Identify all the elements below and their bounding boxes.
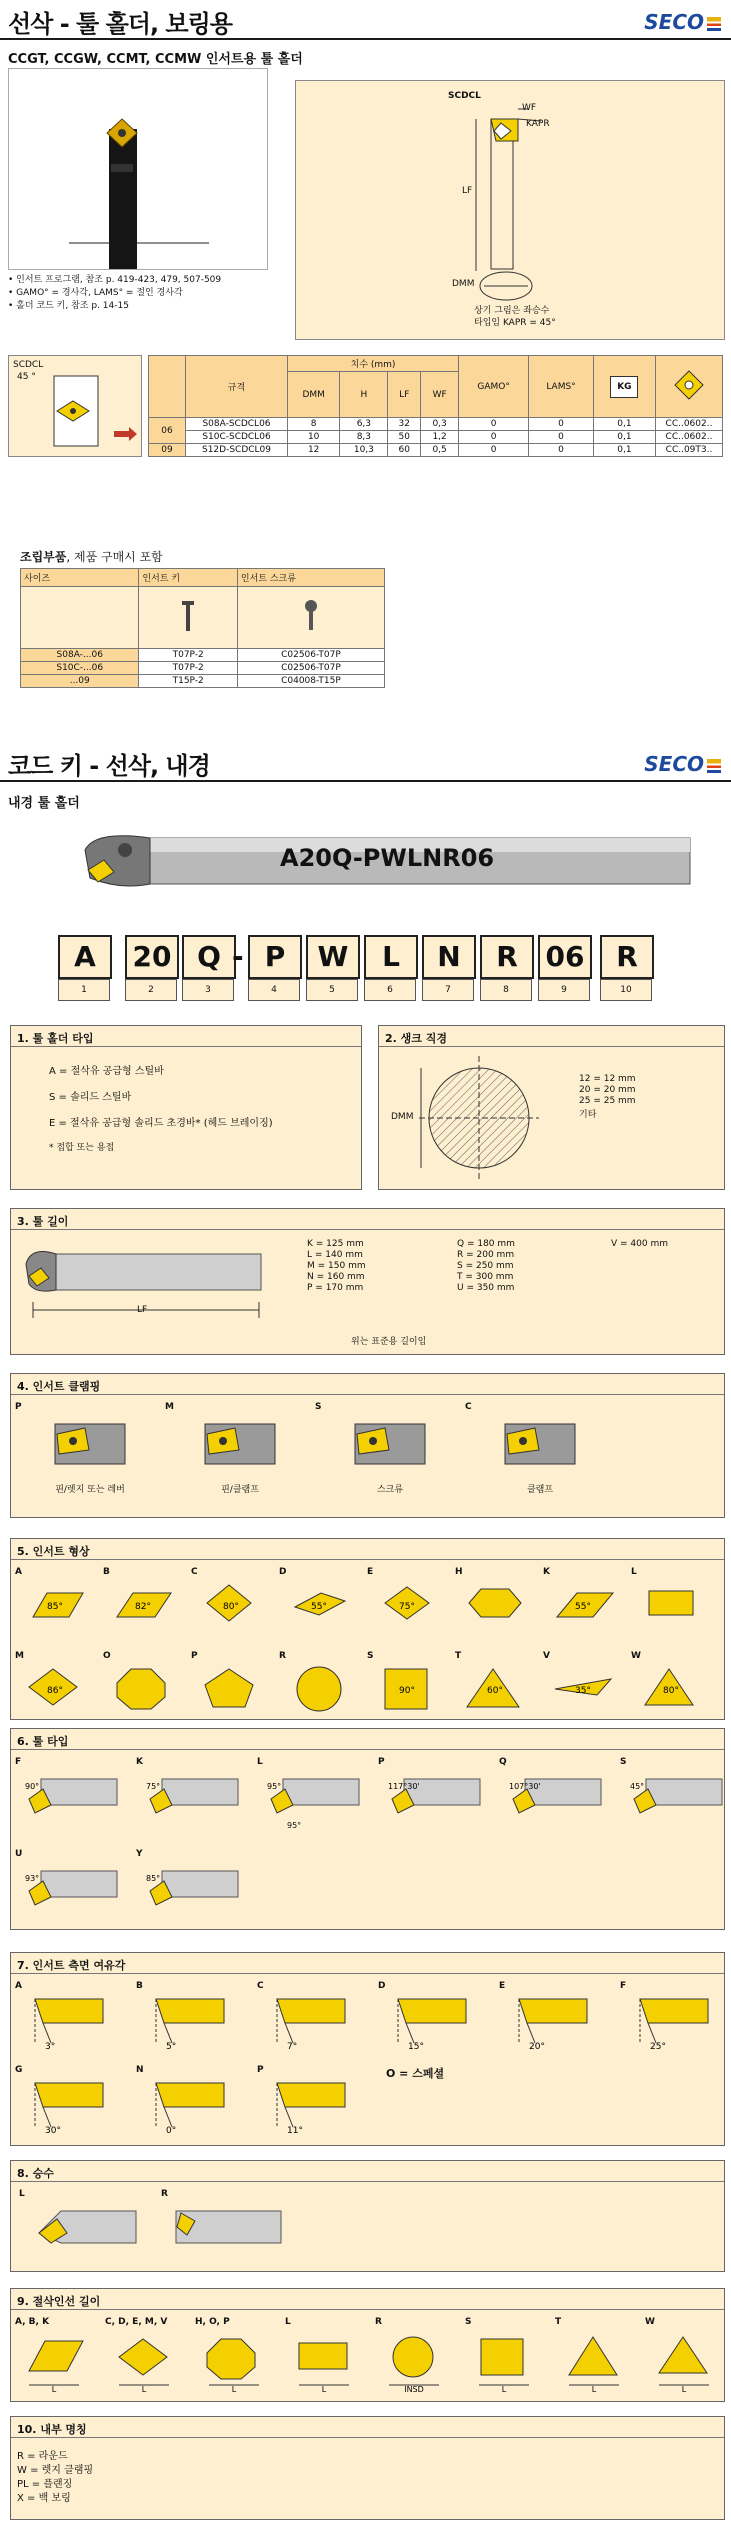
edge-measure-1: L [141, 2385, 147, 2393]
shape-angle-V: 35° [575, 1686, 591, 1696]
clearance-N-drawing [150, 2075, 230, 2135]
code-position-11: 10 [600, 979, 652, 1001]
page-title-2: 코드 키 - 선삭, 내경 [8, 752, 210, 780]
shape-key-W: W [631, 1651, 641, 1661]
insert-shape-L-icon [639, 1579, 703, 1631]
shape-key-S: S [367, 1651, 374, 1661]
clearance-key-E: E [499, 1981, 506, 1991]
s2-line-20: 20 = 20 mm [579, 1085, 636, 1095]
small-diagram-name: SCDCL [13, 360, 44, 370]
spec-table-wrapper [148, 355, 723, 457]
page-header-1 [0, 0, 731, 40]
code-position-2: 2 [125, 979, 177, 1001]
diagram-name: SCDCL [448, 91, 481, 101]
insert-shape-T-icon [463, 1663, 527, 1715]
clamp-drawing-M [195, 1414, 285, 1474]
tooltype-F-drawing [21, 1769, 121, 1829]
clearance-D-drawing [392, 1991, 472, 2051]
section-6-title: 6. 툴 타입 [17, 1735, 69, 1748]
bullet-1: • 인서트 프로그램, 참조 p. 419-423, 479, 507-509 [8, 275, 222, 285]
code-letter-3: Q [182, 935, 236, 979]
insert-shape-O-icon [111, 1663, 175, 1715]
bullet-list [8, 272, 221, 311]
edge-measure-5: L [501, 2385, 507, 2393]
left-hand-drawing [31, 2203, 141, 2253]
clearance-angle-B: 5° [166, 2042, 177, 2051]
edge-shape-2-icon [201, 2331, 271, 2393]
clamp-key-C: C [465, 1402, 472, 1412]
insert-shape-D-icon [287, 1579, 351, 1631]
small-holder-drawing [9, 356, 141, 456]
shape-key-K: K [543, 1567, 550, 1577]
section-2-shank-diameter [378, 1025, 725, 1190]
clamp-caption-P: 핀/렛지 또는 레버 [55, 1485, 125, 1495]
insert-shape-W-icon [639, 1663, 703, 1715]
clearance-A-drawing [29, 1991, 109, 2051]
clearance-P-drawing [271, 2075, 351, 2135]
section-4-clamping [10, 1373, 725, 1518]
hand-left-label: L [19, 2189, 25, 2199]
table-row: 09 S12D-SCDCL09 12 10,3 60 0,5 0 0 0,1 CC..09T3.. [149, 444, 723, 457]
code-dash: - [232, 940, 244, 973]
table-row: S10C-SCDCL06 10 8,3 50 1,2 0 0 0,1 CC..0602.. [149, 431, 723, 444]
code-position-5: 4 [248, 979, 300, 1001]
tooltype-angle-L: 95° [267, 1782, 282, 1791]
code-position-8: 7 [422, 979, 474, 1001]
code-position-3: 3 [182, 979, 234, 1001]
shape-key-V: V [543, 1651, 550, 1661]
hand-right-label: R [161, 2189, 168, 2199]
table-row: 06 S08A-SCDCL06 8 6,3 32 0,3 0 0 0,1 CC..0602.. [149, 418, 723, 431]
code-position-7: 6 [364, 979, 416, 1001]
section-3-title: 3. 툴 길이 [17, 1215, 69, 1228]
tooltype-angle-Y: 85° [146, 1874, 161, 1883]
tooltype-L-drawing [263, 1769, 363, 1829]
code-letter-9: R [480, 935, 534, 979]
tooltype-key-S: S [620, 1757, 627, 1767]
edge-measure-0: L [51, 2385, 57, 2393]
s2-line-other: 기타 [579, 1110, 597, 1120]
section-9-title: 9. 절삭인선 길이 [17, 2295, 101, 2308]
tooltype-P-drawing [384, 1769, 484, 1829]
insert-shape-K-icon [551, 1579, 615, 1631]
s2-line-25: 25 = 25 mm [579, 1096, 636, 1106]
s3-length-item: M = 150 mm [307, 1261, 366, 1271]
tool-length-drawing [21, 1234, 281, 1334]
insert-shape-B-icon [111, 1579, 175, 1631]
shape-key-O: O [103, 1651, 111, 1661]
col-kg: KG [593, 356, 655, 418]
edge-measure-3: L [321, 2385, 327, 2393]
shape-key-B: B [103, 1567, 110, 1577]
code-position-9: 8 [480, 979, 532, 1001]
s3-length-item: P = 170 mm [307, 1283, 364, 1293]
insert-shape-H-icon [463, 1579, 527, 1631]
shape-key-M: M [15, 1651, 24, 1661]
shape-key-D: D [279, 1567, 287, 1577]
s2-dmm-label: DMM [391, 1112, 414, 1122]
clamp-key-P: P [15, 1402, 22, 1412]
shape-key-P: P [191, 1651, 198, 1661]
col-group-dim: 치수 (mm) [288, 356, 459, 372]
section-7-title: 7. 인서트 측면 여유각 [17, 1959, 126, 1972]
clamp-caption-M: 핀/클램프 [221, 1485, 259, 1495]
edge-measure-7: L [681, 2385, 687, 2393]
tooltype-key-K: K [136, 1757, 143, 1767]
insert-shape-C-icon [199, 1579, 263, 1631]
table-row: S08A-...06 T07P-2 C02506-T07P [21, 649, 385, 662]
shape-key-E: E [367, 1567, 374, 1577]
clamp-key-M: M [165, 1402, 174, 1412]
tooltype-angle-F: 90° [25, 1782, 40, 1791]
clearance-angle-C: 7° [287, 2042, 298, 2051]
code-position-1: 1 [58, 979, 110, 1001]
col-lams: LAMS° [529, 356, 594, 418]
tooltype-angle-P: 117°30' [388, 1782, 420, 1791]
edge-measure-2: L [231, 2385, 237, 2393]
insert-shape-R-icon [287, 1663, 351, 1715]
clearance-key-A: A [15, 1981, 22, 1991]
insert-shape-V-icon [551, 1663, 615, 1715]
shape-key-H: H [455, 1567, 463, 1577]
code-letter-1: A [58, 935, 112, 979]
tooltype-S-drawing [626, 1769, 726, 1829]
clearance-angle-N: 0° [166, 2126, 177, 2135]
tooltype-angle-K: 75° [146, 1782, 161, 1791]
small-diagram [8, 355, 142, 457]
clearance-B-drawing [150, 1991, 230, 2051]
clearance-angle-F: 25° [650, 2042, 666, 2051]
s3-length-item: L = 140 mm [307, 1250, 363, 1260]
code-letter-2: 20 [125, 935, 179, 979]
tooltype-K-drawing [142, 1769, 242, 1829]
s10-line-pl: PL = 플랜징 [17, 2479, 73, 2490]
spec-table [148, 355, 723, 457]
tooltype-key-L: L [257, 1757, 263, 1767]
clearance-key-D: D [378, 1981, 386, 1991]
edge-shape-4-icon [381, 2331, 451, 2393]
label-lf: LF [462, 186, 473, 196]
clamp-drawing-P [45, 1414, 135, 1474]
code-letter-6: W [306, 935, 360, 979]
bar-label: A20Q-PWLNR06 [280, 844, 495, 872]
edge-shape-6-icon [561, 2331, 631, 2393]
code-position-6: 5 [306, 979, 358, 1001]
insert-shape-M-icon [23, 1663, 87, 1715]
s3-length-item: K = 125 mm [307, 1239, 364, 1249]
clamp-caption-C: 클램프 [526, 1485, 554, 1495]
shape-angle-K: 55° [575, 1602, 591, 1612]
shape-angle-C: 80° [223, 1602, 239, 1612]
edge-key-4: R [375, 2317, 382, 2327]
shape-key-C: C [191, 1567, 198, 1577]
tooltype-angle-U: 93° [25, 1874, 40, 1883]
page-title-1: 선삭 - 툴 홀더, 보링용 [8, 10, 232, 38]
edge-key-2: H, O, P [195, 2317, 230, 2327]
s3-length-item: V = 400 mm [611, 1239, 668, 1249]
insert-shape-E-icon [375, 1579, 439, 1631]
col-h: H [340, 372, 388, 418]
tooltype-key-Y: Y [136, 1849, 143, 1859]
clearance-angle-D: 15° [408, 2042, 424, 2051]
tooltype-Y-drawing [142, 1861, 242, 1921]
shape-key-A: A [15, 1567, 22, 1577]
col-dmm: DMM [288, 372, 340, 418]
clearance-key-P: P [257, 2065, 264, 2075]
table-row: S10C-...06 T07P-2 C02506-T07P [21, 662, 385, 675]
code-letter-5: P [248, 935, 302, 979]
s3-length-item: S = 250 mm [457, 1261, 514, 1271]
edge-key-3: L [285, 2317, 291, 2327]
shape-angle-W: 80° [663, 1686, 679, 1696]
insert-shape-A-icon [23, 1579, 87, 1631]
small-diagram-angle: 45 ° [17, 372, 36, 382]
subtitle-2: 내경 툴 홀더 [8, 796, 80, 811]
label-kapr: KAPR [526, 119, 550, 129]
clearance-angle-E: 20° [529, 2042, 545, 2051]
bullet-2: • GAMO° = 경사각, LAMS° = 절인 경사각 [8, 288, 183, 298]
clearance-angle-G: 30° [45, 2126, 61, 2135]
shape-key-L: L [631, 1567, 637, 1577]
edge-key-7: W [645, 2317, 655, 2327]
s1-line-s: S = 솔리드 스틸바 [49, 1092, 132, 1103]
shape-key-T: T [455, 1651, 462, 1661]
clamp-drawing-S [345, 1414, 435, 1474]
shank-circle-drawing [379, 1026, 724, 1189]
tooltype-extra-angle: 95° [287, 1821, 302, 1830]
clamp-caption-S: 스크류 [376, 1485, 404, 1495]
edge-key-6: T [555, 2317, 562, 2327]
edge-shape-3-icon [291, 2331, 361, 2393]
s3-length-item: Q = 180 mm [457, 1239, 515, 1249]
code-letter-11: R [600, 935, 654, 979]
label-dmm: DMM [452, 279, 475, 289]
parts-table: 사이즈 인서트 키 인서트 스크류 S08A-...06 T07P-2 C02506-T07P S10C-...06 T07P-2 C02506-T07P ...09 T15P-2 C04008-T15P [20, 568, 385, 688]
insert-key-icon [178, 596, 198, 636]
s3-length-item: R = 200 mm [457, 1250, 515, 1260]
section-2-title: 2. 생크 직경 [385, 1032, 447, 1045]
col-wf: WF [421, 372, 459, 418]
edge-measure-4: INSD [404, 2385, 424, 2393]
insert-shape-icon [672, 368, 706, 402]
clearance-key-B: B [136, 1981, 143, 1991]
seco-logo-2: SECO [644, 752, 721, 776]
s3-length-item: N = 160 mm [307, 1272, 365, 1282]
code-letter-10: 06 [538, 935, 592, 979]
tooltype-angle-S: 45° [630, 1782, 645, 1791]
section-6-tool-type [10, 1728, 725, 1930]
clearance-key-C: C [257, 1981, 264, 1991]
product-photo [8, 68, 268, 270]
edge-measure-6: L [591, 2385, 597, 2393]
code-letter-8: N [422, 935, 476, 979]
diagram-caption-1: 상기 그림은 좌승수 [474, 306, 550, 316]
edge-key-1: C, D, E, M, V [105, 2317, 168, 2327]
col-gamo: GAMO° [459, 356, 529, 418]
s10-line-w: W = 렛지 클램핑 [17, 2465, 94, 2476]
table-row: ...09 T15P-2 C04008-T15P [21, 675, 385, 688]
s10-line-r: R = 라운드 [17, 2451, 68, 2462]
section-3-tool-length [10, 1208, 725, 1355]
tooltype-key-F: F [15, 1757, 22, 1767]
s3-length-item: T = 300 mm [457, 1272, 514, 1282]
parts-title: 조립부품, 제품 구매시 포함 [20, 550, 163, 564]
section-5-insert-shape [10, 1538, 725, 1720]
clearance-C-drawing [271, 1991, 351, 2051]
section-9-edge-length [10, 2288, 725, 2402]
clearance-angle-P: 11° [287, 2126, 303, 2135]
section-1-title: 1. 툴 홀더 타입 [17, 1032, 94, 1045]
tooltype-U-drawing [21, 1861, 121, 1921]
clamp-key-S: S [315, 1402, 322, 1412]
edge-shape-5-icon [471, 2331, 541, 2393]
insert-shape-P-icon [199, 1663, 263, 1715]
section-4-title: 4. 인서트 클램핑 [17, 1380, 101, 1393]
subtitle-1: CCGT, CCGW, CCMT, CCMW 인서트용 툴 홀더 [8, 52, 303, 67]
tooltype-Q-drawing [505, 1769, 605, 1829]
shape-angle-T: 60° [487, 1686, 503, 1696]
code-letter-7: L [364, 935, 418, 979]
clearance-F-drawing [634, 1991, 714, 2051]
section-10-title: 10. 내부 명칭 [17, 2423, 87, 2436]
clamp-drawing-C [495, 1414, 585, 1474]
col-insert-icon [656, 356, 723, 418]
label-wf: WF [522, 103, 537, 113]
s3-note: 위는 표준용 길이임 [351, 1337, 427, 1347]
section-7-clearance-angle [10, 1952, 725, 2146]
section-8-hand [10, 2160, 725, 2272]
col-lf: LF [388, 372, 421, 418]
tooltype-angle-Q: 107°30' [509, 1782, 541, 1791]
s10-line-x: X = 백 보링 [17, 2493, 71, 2504]
insert-screw-icon [301, 596, 321, 636]
dimension-diagram [295, 80, 725, 340]
shape-angle-S: 90° [399, 1686, 415, 1696]
boring-bar-illustration [9, 69, 267, 269]
tooltype-key-Q: Q [499, 1757, 507, 1767]
code-position-10: 9 [538, 979, 590, 1001]
s7-special: O = 스페셜 [386, 2067, 445, 2080]
diagram-caption-2: 타입임 KAPR = 45° [474, 318, 556, 328]
shape-key-R: R [279, 1651, 286, 1661]
shape-angle-M: 86° [47, 1686, 63, 1696]
page-header-2 [0, 742, 731, 782]
shape-angle-D: 55° [311, 1602, 327, 1612]
holder-dimension-drawing [296, 81, 724, 339]
shape-angle-E: 75° [399, 1602, 415, 1612]
bullet-3: • 홀더 코드 키, 참조 p. 14-15 [8, 301, 129, 311]
shape-angle-B: 82° [135, 1602, 151, 1612]
s1-line-a: A = 절삭유 공급형 스틸바 [49, 1066, 164, 1077]
clearance-key-G: G [15, 2065, 23, 2075]
seco-logo-1: SECO [644, 10, 721, 34]
insert-shape-S-icon [375, 1663, 439, 1715]
clearance-angle-A: 3° [45, 2042, 56, 2051]
clearance-E-drawing [513, 1991, 593, 2051]
col-spec: 규격 [186, 356, 288, 418]
edge-shape-0-icon [21, 2331, 91, 2393]
right-hand-drawing [171, 2203, 291, 2253]
edge-key-0: A, B, K [15, 2317, 50, 2327]
shape-angle-A: 85° [47, 1602, 63, 1612]
section-5-title: 5. 인서트 형상 [17, 1545, 90, 1558]
edge-shape-7-icon [651, 2331, 721, 2393]
s1-line-e: E = 절삭유 공급형 솔리드 초경바* (헤드 브레이징) [49, 1118, 273, 1129]
clearance-key-N: N [136, 2065, 144, 2075]
section-10-internal-name [10, 2416, 725, 2520]
edge-shape-1-icon [111, 2331, 181, 2393]
clearance-key-F: F [620, 1981, 627, 1991]
section-1-holder-type [10, 1025, 362, 1190]
s3-length-item: U = 350 mm [457, 1283, 515, 1293]
s1-note: * 접합 또는 용접 [49, 1143, 115, 1153]
clearance-G-drawing [29, 2075, 109, 2135]
s2-line-12: 12 = 12 mm [579, 1074, 636, 1084]
s3-lf-label: LF [137, 1305, 148, 1315]
tooltype-key-P: P [378, 1757, 385, 1767]
edge-key-5: S [465, 2317, 472, 2327]
tooltype-key-U: U [15, 1849, 23, 1859]
section-8-title: 8. 승수 [17, 2167, 54, 2180]
